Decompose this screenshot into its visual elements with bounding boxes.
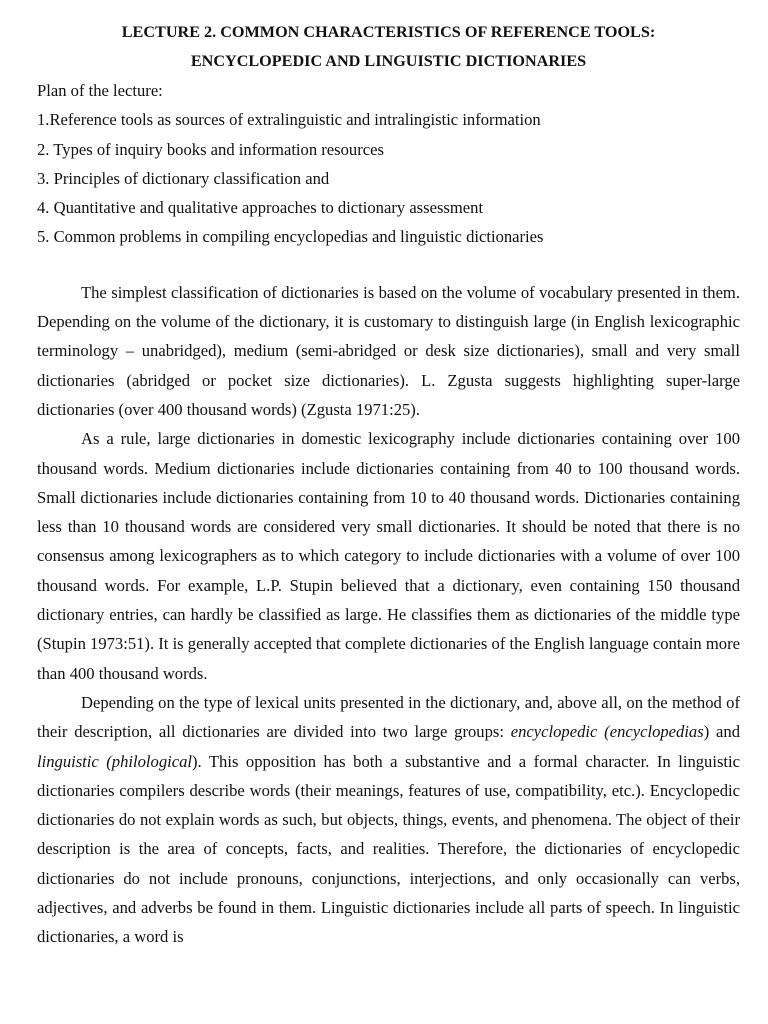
term-linguistic: linguistic (philological	[37, 751, 193, 771]
plan-heading: Plan of the lecture:	[37, 81, 163, 100]
plan-item: 5. Common problems in compiling encyclopedias and linguistic dictionaries	[37, 227, 544, 247]
paragraph-2: As a rule, large dictionaries in domestic lexicography include dictionaries containing over 100 thousand words. Medium dictionaries include dictionaries containing from 40 to 100 thousand words. Small dictionaries include dictionaries containing from 10 to 40 thousand words. Dictionaries containing less than 10 thousand words are considered very small dictionaries. It should be noted that there is no consensus among lexicographers as to which category to include dictionaries with a volume of over 100 thousand words. For example, L.P. Stupin believed that a dictionary, even containing 150 thousand dictionary entries, can hardly be classified as large. He classifies them as dictionaries of the middle type (Stupin 1973:51). It is generally accepted that complete dictionaries of the English language contain more than 400 thousand words.	[37, 429, 740, 683]
plan-item: 4. Quantitative and qualitative approaches to dictionary assessment	[37, 198, 484, 218]
paragraph-3	[37, 688, 740, 952]
lecture-plan	[37, 76, 740, 252]
paragraph-3-text-c: ). This opposition has both a substantive and a formal character. In linguistic dictionaries compilers describe words (their meanings, features of use, compatibility, etc.). Encyclopedic dictionaries do not explain words as such, but objects, things, events, and phenomena. The object of their description is the area of concepts, facts, and realities. Therefore, the dictionaries of encyclopedic dictionaries do not include pronouns, conjunctions, interjections, and only occasionally can verbs, adjectives, and adverbs be found in them. Linguistic dictionaries include all parts of speech. In linguistic dictionaries, a word is	[37, 751, 740, 947]
paragraph-1: The simplest classification of dictionaries is based on the volume of vocabulary presented in them. Depending on the volume of the dictionary, it is customary to distinguish large (in English lexicographic terminology – unabridged), medium (semi-abridged or desk size dictionaries), small and very small dictionaries (abridged or pocket size dictionaries). L. Zgusta suggests highlighting super-large dictionaries (over 400 thousand words) (Zgusta 1971:25).	[37, 282, 740, 419]
section-gap	[37, 252, 740, 278]
term-encyclopedic: encyclopedic (encyclopedias	[510, 722, 704, 742]
plan-item: 1.Reference tools as sources of extralinguistic and intralingistic information	[37, 110, 541, 130]
paragraph-3-text-b: ) and	[703, 722, 740, 742]
lecture-title-line-1: LECTURE 2. COMMON CHARACTERISTICS OF REFERENCE TOOLS:	[121, 23, 656, 41]
plan-item: 3. Principles of dictionary classification and	[37, 168, 330, 188]
paragraph-3-text-a: Depending on the type of lexical units presented in the dictionary, and, above all, on the method of their description, all dictionaries are divided into two large groups:	[37, 692, 740, 742]
document-page	[37, 18, 740, 952]
lecture-title-line-2: ENCYCLOPEDIC AND LINGUISTIC DICTIONARIES	[190, 52, 587, 70]
plan-item: 2. Types of inquiry books and information resources	[37, 139, 384, 159]
